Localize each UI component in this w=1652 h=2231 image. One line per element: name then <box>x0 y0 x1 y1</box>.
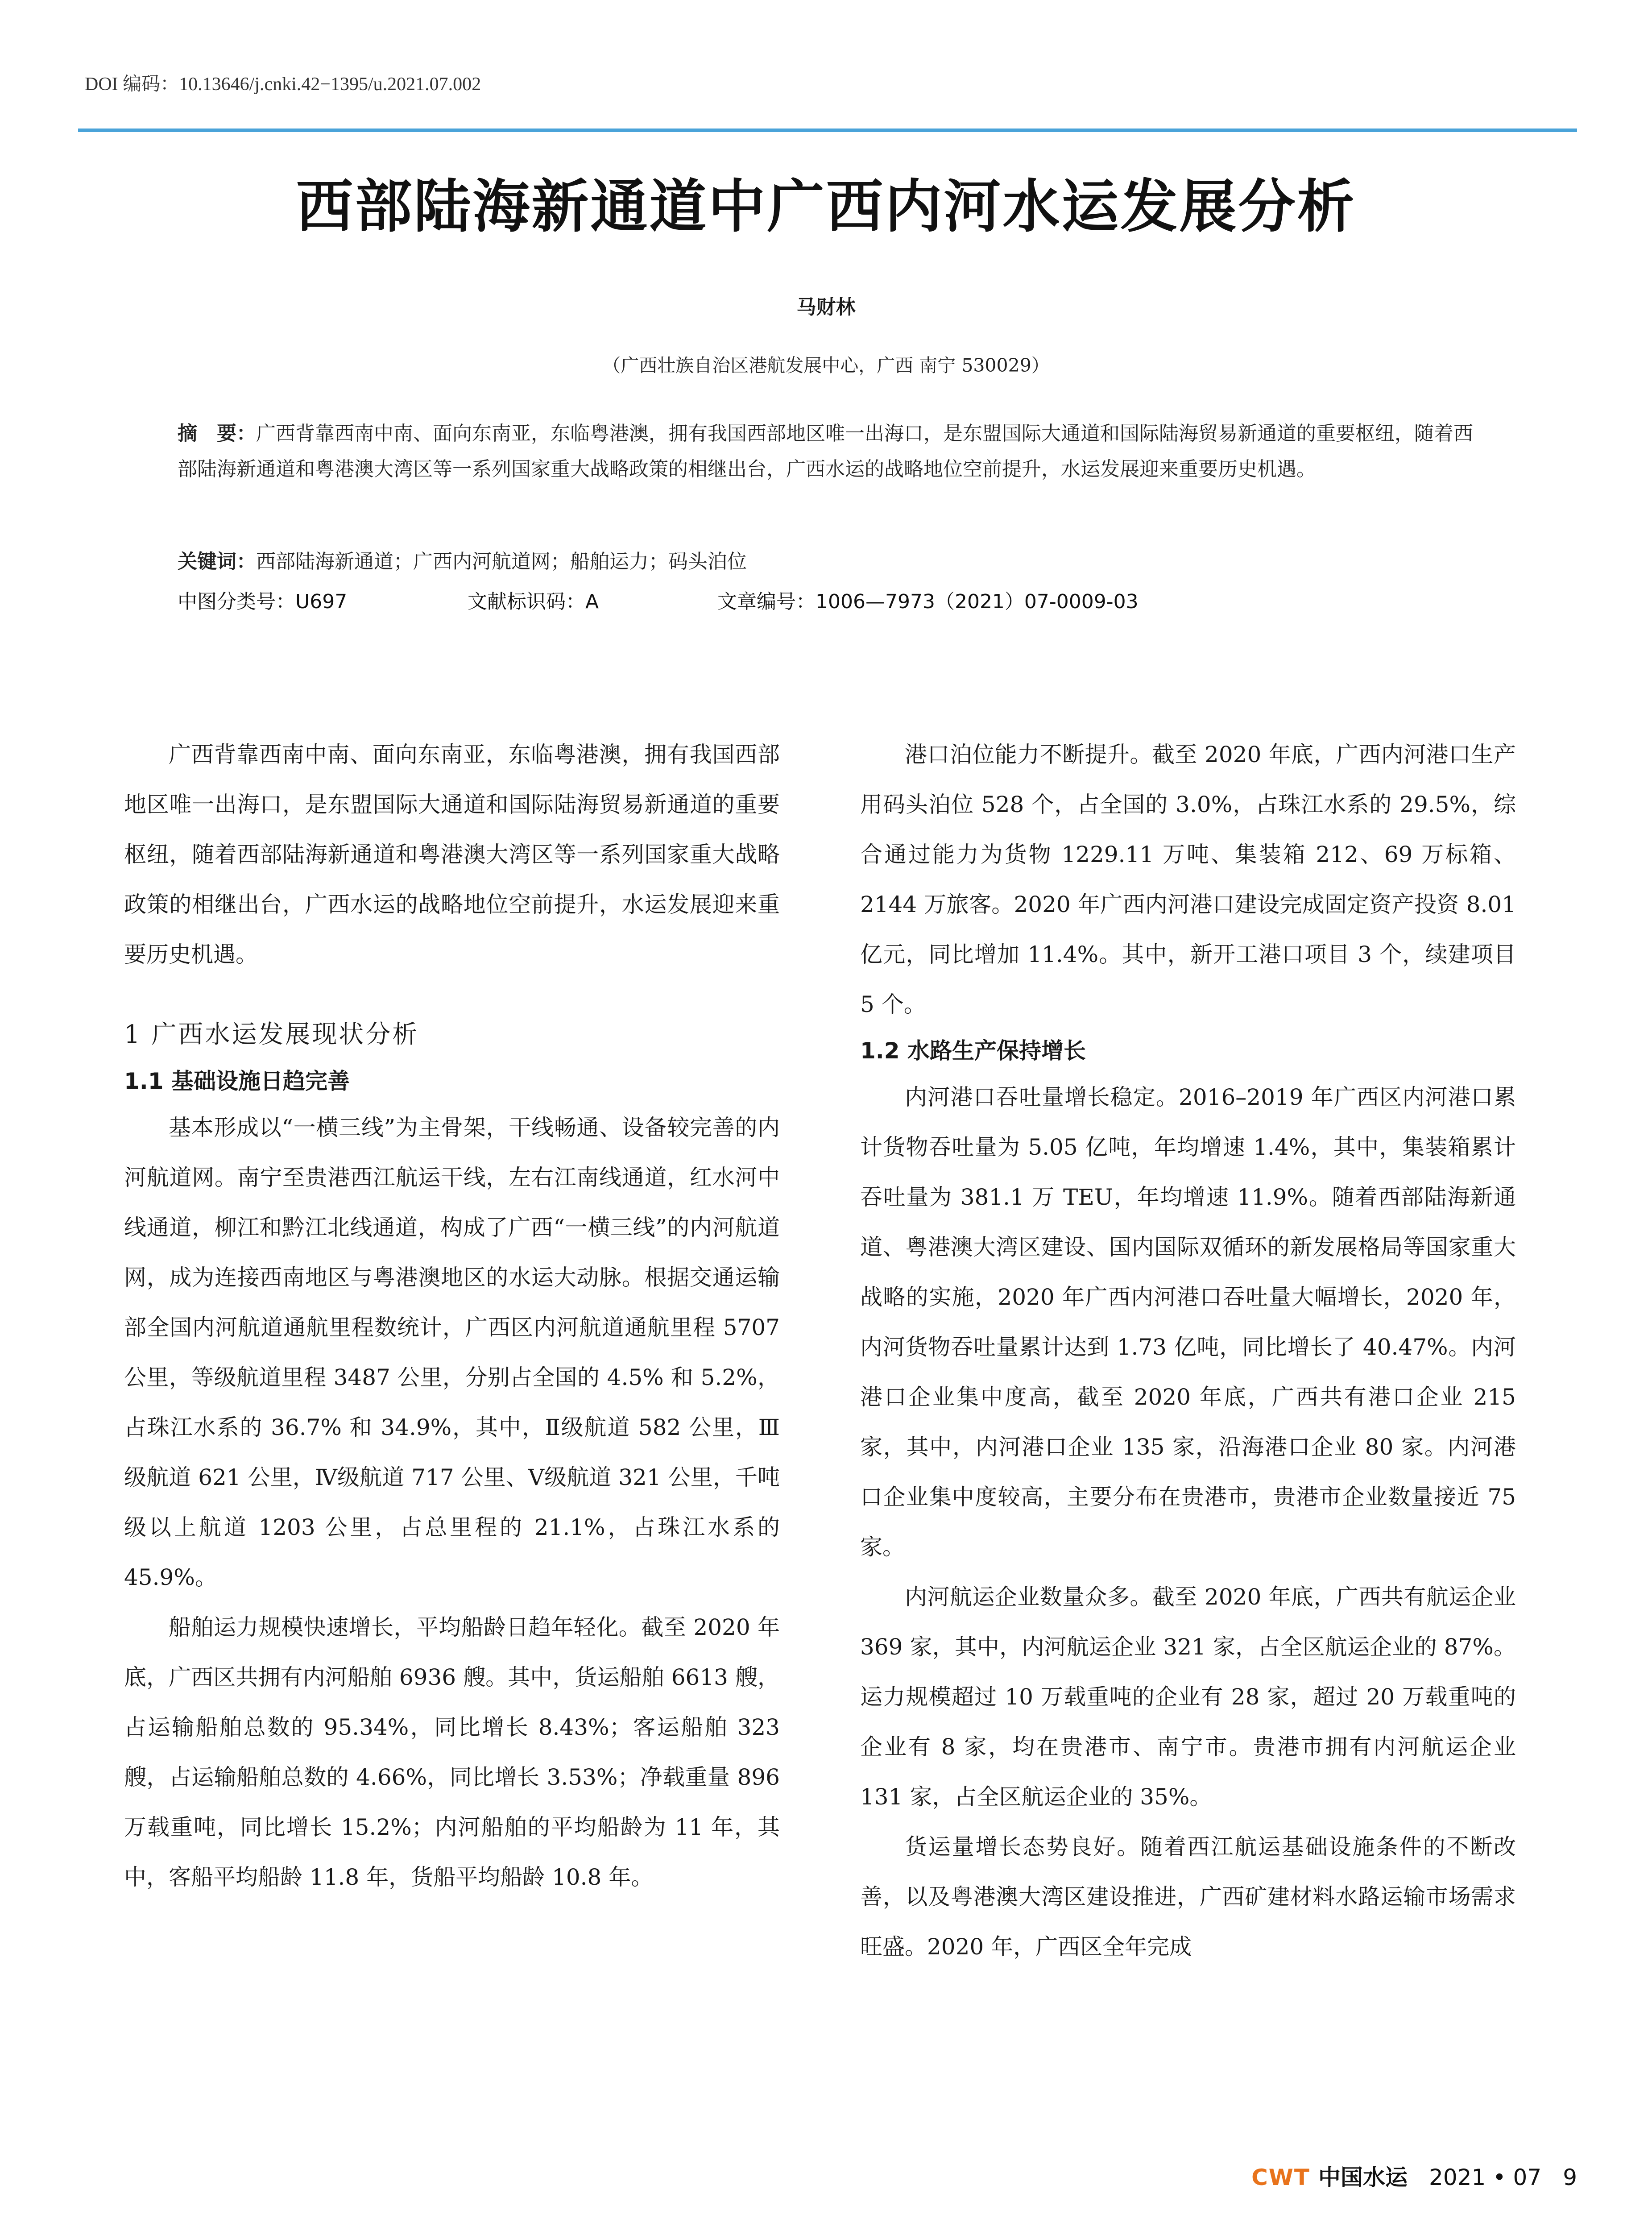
abstract-text: 广西背靠西南中南、面向东南亚，东临粤港澳，拥有我国西部地区唯一出海口，是东盟国际大通道和国际陆海贸易新通道的重要枢纽，随着西部陆海新通道和粤港澳大湾区等一系列国家重大战略政策的相继出台，广西水运的战略地位空前提升，水运发展迎来重要历史机遇。 <box>178 422 1473 481</box>
intro-paragraph: 广西背靠西南中南、面向东南亚，东临粤港澳，拥有我国西部地区唯一出海口，是东盟国际大通道和国际陆海贸易新通道的重要枢纽，随着西部陆海新通道和粤港澳大湾区等一系列国家重大战略政策的相继出台，广西水运的战略地位空前提升，水运发展迎来重要历史机遇。 <box>124 742 780 967</box>
doi-code: DOI 编码：10.13646/j.cnki.42−1395/u.2021.07.002 <box>85 74 481 95</box>
issue-number: 2021 • 07 <box>1429 2165 1542 2190</box>
abstract <box>178 416 1485 487</box>
journal-name: 中国水运 <box>1318 2164 1408 2190</box>
section-1-1-heading: 1.1 基础设施日趋完善 <box>124 1068 350 1094</box>
paragraph: 船舶运力规模快速增长，平均船龄日趋年轻化。截至 2020 年底，广西区共拥有内河船舶 6936 艘。其中，货运船舶 6613 艘，占运输船舶总数的 95.34%，同比增长 8.43%；客运船舶 323 艘，占运输船舶总数的 4.66%，同比增长 3.53%；净载重量 896 万载重吨，同比增长 15.2%；内河船舶的平均船龄为 11 年，其中，客船平均船龄 11.8 年，货船平均船龄 10.8 年。 <box>124 1614 780 1890</box>
author-affiliation: （广西壮族自治区港航发展中心，广西 南宁 530029） <box>602 355 1050 376</box>
page-number: 9 <box>1563 2165 1577 2190</box>
article-title: 西部陆海新通道中广西内河水运发展分析 <box>296 173 1356 240</box>
clc-number: 中图分类号：U697 <box>178 590 348 613</box>
keywords <box>178 545 747 574</box>
paragraph: 货运量增长态势良好。随着西江航运基础设施条件的不断改善，以及粤港澳大湾区建设推进，广西矿建材料水路运输市场需求旺盛。2020 年，广西区全年完成 <box>860 1834 1516 1960</box>
journal-logo: CWT <box>1251 2165 1311 2190</box>
author-name: 马财林 <box>796 296 856 319</box>
paragraph: 基本形成以“一横三线”为主骨架，干线畅通、设备较完善的内河航道网。南宁至贵港西江航运干线，左右江南线通道，红水河中线通道，柳江和黔江北线通道，构成了广西“一横三线”的内河航道网，成为连接西南地区与粤港澳地区的水运大动脉。根据交通运输部全国内河航道通航里程数统计，广西区内河航道通航里程 5707 公里，等级航道里程 3487 公里，分别占全国的 4.5% 和 5.2%，占珠江水系的 36.7% 和 34.9%，其中，Ⅱ级航道 582 公里，Ⅲ级航道 621 公里，Ⅳ级航道 717 公里、Ⅴ级航道 321 公里，千吨级以上航道 1203 公里，占总里程的 21.1%，占珠江水系的 45.9%。 <box>124 1115 780 1590</box>
paragraph: 内河航运企业数量众多。截至 2020 年底，广西共有航运企业 369 家，其中，内河航运企业 321 家，占全区航运企业的 87%。运力规模超过 10 万载重吨的企业有 28 家，超过 20 万载重吨的企业有 8 家，均在贵港市、南宁市。贵港市拥有内河航运企业 131 家，占全区航运企业的 35%。 <box>860 1584 1516 1810</box>
header-rule <box>78 129 1577 132</box>
document-code: 文献标识码：A <box>468 590 599 613</box>
abstract-label: 摘 要： <box>178 422 256 445</box>
paragraph: 港口泊位能力不断提升。截至 2020 年底，广西内河港口生产用码头泊位 528 个，占全国的 3.0%，占珠江水系的 29.5%，综合通过能力为货物 1229.11 万吨、集装箱 212、69 万标箱、2144 万旅客。2020 年广西内河港口建设完成固定资产投资 8.01 亿元，同比增加 11.4%。其中，新开工港口项目 3 个，续建项目 5 个。 <box>860 742 1516 1017</box>
section-1-heading: 1 广西水运发展现状分析 <box>124 1020 419 1049</box>
article-number: 文章编号：1006—7973（2021）07-0009-03 <box>717 590 1139 613</box>
keywords-text: 西部陆海新通道；广西内河航道网；船舶运力；码头泊位 <box>256 550 747 573</box>
left-column <box>124 730 780 1902</box>
paragraph: 内河港口吞吐量增长稳定。2016–2019 年广西区内河港口累计货物吞吐量为 5.05 亿吨，年均增速 1.4%，其中，集装箱累计吞吐量为 381.1 万 TEU，年均增速 11.9%。随着西部陆海新通道、粤港澳大湾区建设、国内国际双循环的新发展格局等国家重大战略的实施，2020 年广西内河港口吞吐量大幅增长，2020 年，内河货物吞吐量累计达到 1.73 亿吨，同比增长了 40.47%。内河港口企业集中度高，截至 2020 年底，广西共有港口企业 215 家，其中，内河港口企业 135 家，沿海港口企业 80 家。内河港口企业集中度较高，主要分布在贵港市，贵港市企业数量接近 75 家。 <box>860 1084 1516 1560</box>
right-column <box>860 730 1516 1972</box>
page-footer <box>1251 2160 1577 2192</box>
section-1-2-heading: 1.2 水路生产保持增长 <box>860 1038 1086 1064</box>
keywords-label: 关键词： <box>178 550 256 573</box>
